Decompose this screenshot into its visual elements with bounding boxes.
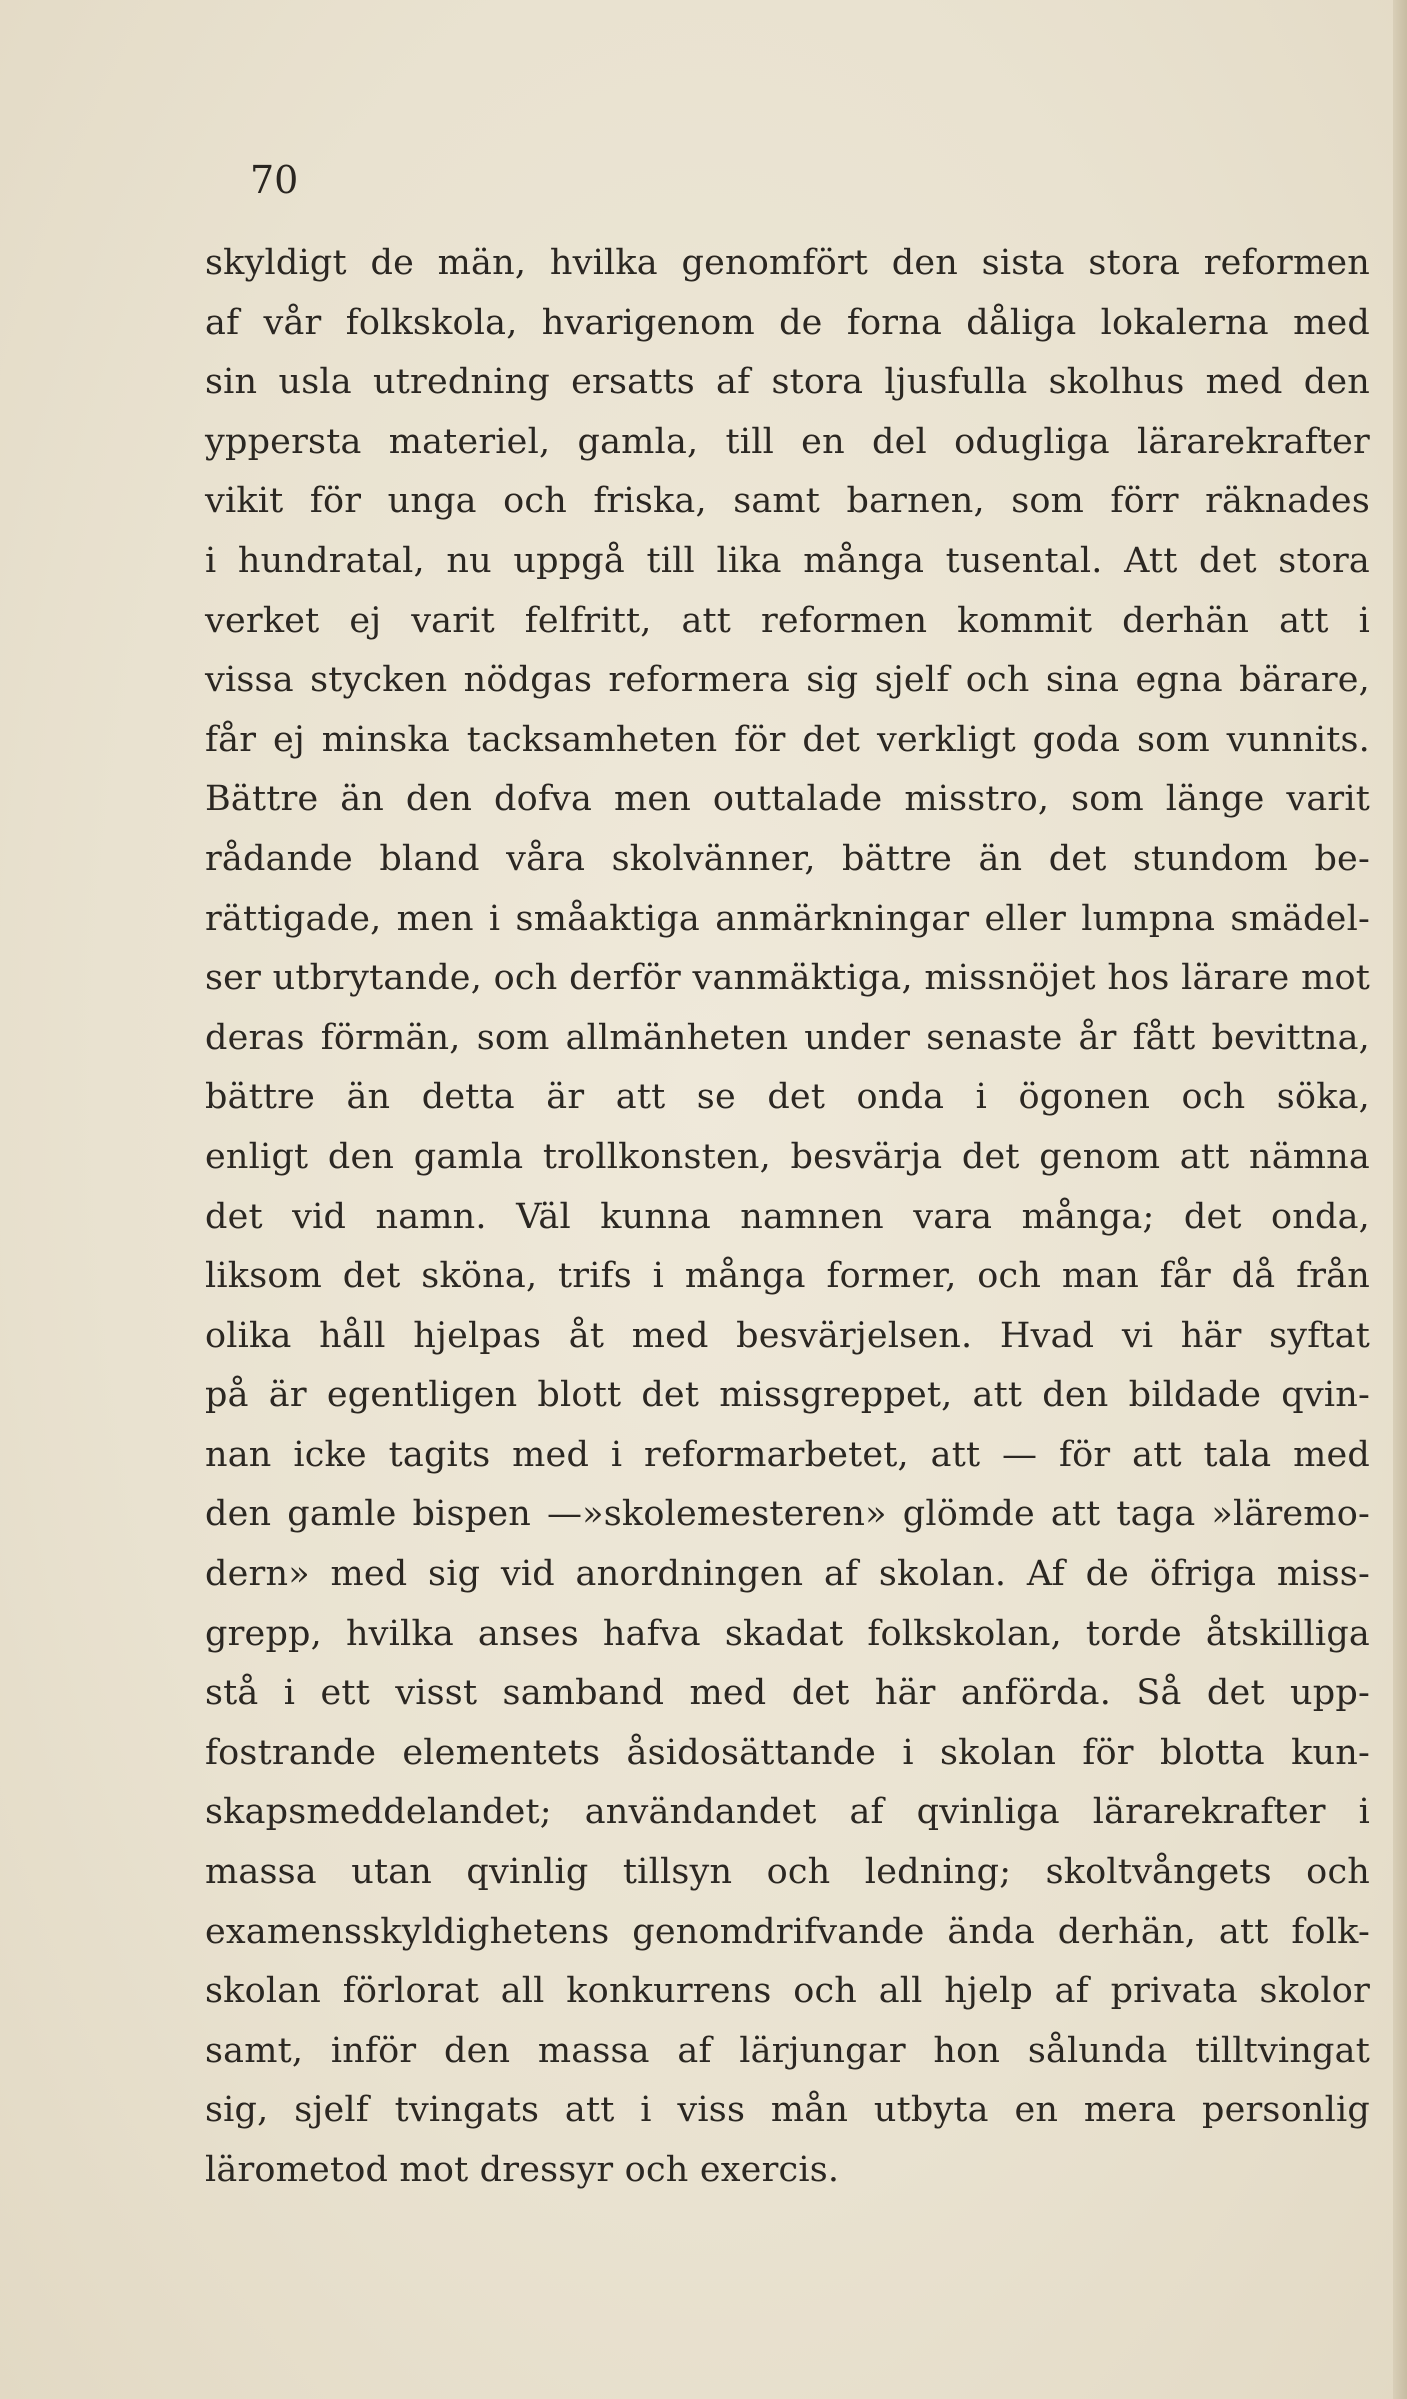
text-line: sig, sjelf tvingats att i viss mån utbyta en mera personlig (205, 2090, 1370, 2131)
text-line: yppersta materiel, gamla, till en del odugliga lärarekrafter (205, 421, 1370, 462)
text-line: samt, inför den massa af lärjungar hon sålunda tilltvingat (205, 2030, 1370, 2071)
text-line: får ej minska tacksamheten för det verkligt goda som vunnits. (205, 719, 1370, 760)
text-line: rättigade, men i småaktiga anmärkningar eller lumpna smädel- (205, 898, 1370, 939)
text-line: vikit för unga och friska, samt barnen, som förr räknades (205, 481, 1370, 522)
text-line: vissa stycken nödgas reformera sig sjelf och sina egna bärare, (205, 660, 1370, 701)
text-line: den gamle bispen —»skolemesteren» glömde att taga »läremo- (205, 1494, 1370, 1535)
text-line: af vår folkskola, hvarigenom de forna dåliga lokalerna med (205, 302, 1370, 343)
page-number: 70 (250, 158, 299, 202)
text-line: ser utbrytande, och derför vanmäktiga, missnöjet hos lärare mot (205, 958, 1370, 999)
text-line: bättre än detta är att se det onda i ögonen och söka, (205, 1077, 1370, 1118)
text-line: nan icke tagits med i reformarbetet, att — för att tala med (205, 1434, 1370, 1475)
text-line: enligt den gamla trollkonsten, besvärja det genom att nämna (205, 1136, 1370, 1177)
text-line: skolan förlorat all konkurrens och all hjelp af privata skolor (205, 1971, 1370, 2012)
text-line: verket ej varit felfritt, att reformen kommit derhän att i (205, 600, 1370, 641)
text-line: grepp, hvilka anses hafva skadat folkskolan, torde åtskilliga (205, 1613, 1370, 1654)
text-line: stå i ett visst samband med det här anförda. Så det upp- (205, 1673, 1370, 1714)
text-line: Bättre än den dofva men outtalade misstro, som länge varit (205, 779, 1370, 820)
text-line: massa utan qvinlig tillsyn och ledning; skoltvångets och (205, 1852, 1370, 1893)
text-line: i hundratal, nu uppgå till lika många tusental. Att det stora (205, 540, 1370, 581)
text-line: skapsmeddelandet; användandet af qvinliga lärarekrafter i (205, 1792, 1370, 1833)
body-text (205, 234, 1370, 2201)
text-line: olika håll hjelpas åt med besvärjelsen. Hvad vi här syftat (205, 1315, 1370, 1356)
text-line: deras förmän, som allmänheten under senaste år fått bevittna, (205, 1017, 1370, 1058)
text-line: skyldigt de män, hvilka genomfört den sista stora reformen (205, 243, 1370, 283)
text-line: liksom det sköna, trifs i många former, och man får då från (205, 1256, 1370, 1297)
text-line: sin usla utredning ersatts af stora ljusfulla skolhus med den (205, 362, 1370, 403)
page-edge (1393, 0, 1407, 2399)
text-line: det vid namn. Väl kunna namnen vara många; det onda, (205, 1196, 1370, 1237)
text-line: fostrande elementets åsidosättande i skolan för blotta kun- (205, 1732, 1370, 1773)
text-line: dern» med sig vid anordningen af skolan. Af de öfriga miss- (205, 1554, 1370, 1595)
text-line: lärometod mot dressyr och exercis. (205, 2150, 840, 2190)
text-line: rådande bland våra skolvänner, bättre än det stundom be- (205, 838, 1370, 879)
text-line: examensskyldighetens genomdrifvande ända derhän, att folk- (205, 1911, 1370, 1952)
text-line: på är egentligen blott det missgreppet, att den bildade qvin- (205, 1375, 1370, 1416)
